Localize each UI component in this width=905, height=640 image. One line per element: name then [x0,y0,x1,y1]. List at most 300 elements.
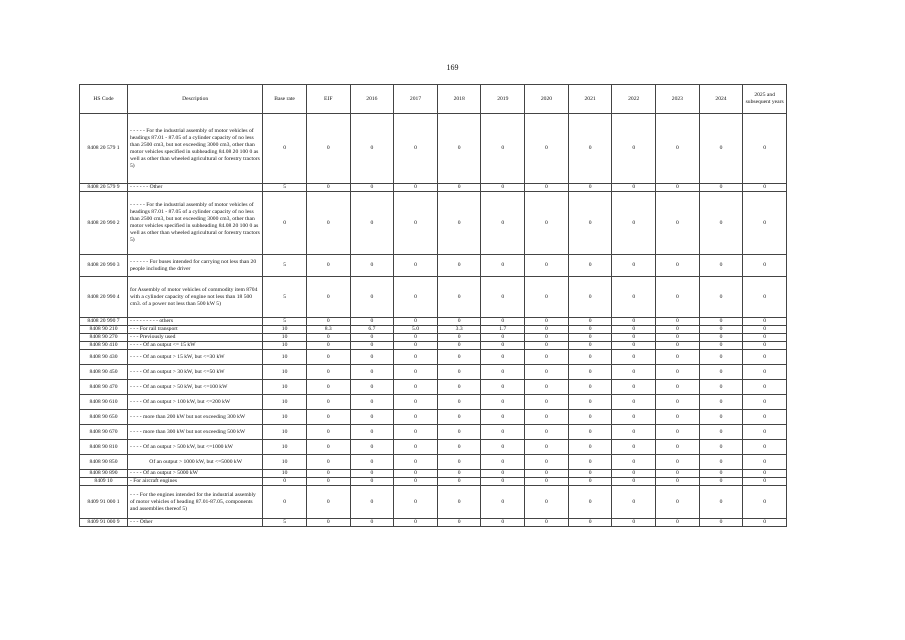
rate-cell: 0 [612,326,656,334]
rate-cell: 0 [437,184,481,192]
rate-cell: 0 [350,455,394,470]
description-cell: - - - Other [128,519,263,527]
header-2019: 2019 [481,85,525,114]
rate-cell: 10 [263,425,307,440]
header-2021: 2021 [568,85,612,114]
rate-cell: 0 [743,486,787,519]
rate-cell: 0 [481,350,525,365]
rate-cell: 0 [568,440,612,455]
rate-cell: 0 [656,326,700,334]
rate-cell: 0 [656,455,700,470]
rate-cell: 0 [568,184,612,192]
rate-cell: 0 [350,192,394,255]
header-2020: 2020 [525,85,569,114]
table-body [80,114,787,527]
table-row [80,350,787,365]
rate-cell: 5 [263,318,307,326]
rate-cell: 0 [394,192,438,255]
rate-cell: 0 [394,318,438,326]
rate-cell: 0 [699,255,743,277]
rate-cell: 0 [568,114,612,184]
rate-cell: 0 [306,455,350,470]
rate-cell: 0 [612,470,656,478]
rate-cell: 0 [306,277,350,318]
header-2025-and-subsequent: 2025 and subsequent years [743,85,787,114]
rate-cell: 0 [306,470,350,478]
header-base-rate: Base rate [263,85,307,114]
rate-cell: 0 [481,380,525,395]
rate-cell: 5 [263,519,307,527]
rate-cell: 0 [656,425,700,440]
rate-cell: 0 [612,318,656,326]
rate-cell: 5 [263,277,307,318]
rate-cell: 0 [568,380,612,395]
rate-cell: 0 [612,380,656,395]
rate-cell: 0 [656,114,700,184]
rate-cell: 0 [568,350,612,365]
hs-code-cell: 8408 90 210 [80,326,128,334]
rate-cell: 6.7 [350,326,394,334]
hs-code-cell: 8408 90 890 [80,470,128,478]
rate-cell: 0 [350,380,394,395]
rate-cell: 0 [394,470,438,478]
table-row [80,318,787,326]
rate-cell: 0 [568,425,612,440]
hs-code-cell: 8408 90 810 [80,440,128,455]
rate-cell: 0 [699,365,743,380]
description-cell: - - - - Of an output > 100 kW, but <=200 kW [128,395,263,410]
rate-cell: 0 [350,410,394,425]
rate-cell: 0 [394,478,438,486]
rate-cell: 0 [656,184,700,192]
hs-code-cell: 8408 90 270 [80,334,128,342]
rate-cell: 0 [394,277,438,318]
rate-cell: 0 [743,455,787,470]
rate-cell: 0 [656,478,700,486]
hs-code-cell: 8408 20 990 3 [80,255,128,277]
hs-code-cell: 8409 10 [80,478,128,486]
rate-cell: 0 [306,342,350,350]
rate-cell: 0 [743,192,787,255]
rate-cell: 0 [306,192,350,255]
hs-code-cell: 8408 90 410 [80,342,128,350]
rate-cell: 0 [394,184,438,192]
rate-cell: 0 [350,486,394,519]
rate-cell: 0 [743,380,787,395]
description-cell: - For aircraft engines [128,478,263,486]
table-row [80,478,787,486]
rate-cell: 0 [568,410,612,425]
rate-cell: 0 [437,425,481,440]
rate-cell: 0 [525,326,569,334]
rate-cell: 0 [437,350,481,365]
hs-code-cell: 8408 90 850 [80,455,128,470]
rate-cell: 10 [263,350,307,365]
rate-cell: 0 [437,395,481,410]
rate-cell: 0 [481,425,525,440]
rate-cell: 0 [743,425,787,440]
rate-cell: 0 [612,255,656,277]
rate-cell: 0 [350,425,394,440]
rate-cell: 0 [525,425,569,440]
rate-cell: 0 [306,440,350,455]
rate-cell: 0 [699,114,743,184]
rate-cell: 0 [699,470,743,478]
rate-cell: 10 [263,395,307,410]
rate-cell: 0 [306,486,350,519]
rate-cell: 0 [437,277,481,318]
description-cell: - - - Previously used [128,334,263,342]
header-2023: 2023 [656,85,700,114]
rate-cell: 0 [656,277,700,318]
rate-cell: 0 [350,318,394,326]
rate-cell: 0 [656,486,700,519]
table-row [80,380,787,395]
rate-cell: 0 [481,318,525,326]
description-cell: - - - - Of an output > 500 kW, but <=1000 kW [128,440,263,455]
rate-cell: 0 [306,395,350,410]
rate-cell: 0 [525,440,569,455]
rate-cell: 0 [350,342,394,350]
rate-cell: 0 [306,425,350,440]
rate-cell: 0 [568,365,612,380]
rate-cell: 0 [656,440,700,455]
rate-cell: 0 [481,478,525,486]
rate-cell: 0 [656,365,700,380]
rate-cell: 0 [568,455,612,470]
rate-cell: 0 [263,486,307,519]
rate-cell: 0 [350,440,394,455]
rate-cell: 0 [481,440,525,455]
page-number: 169 [446,63,459,72]
rate-cell: 0 [394,410,438,425]
rate-cell: 0 [350,478,394,486]
rate-cell: 0 [481,486,525,519]
rate-cell: 0 [699,350,743,365]
rate-cell: 0 [568,326,612,334]
rate-cell: 3.3 [437,326,481,334]
header-description: Description [128,85,263,114]
rate-cell: 0 [743,440,787,455]
rate-cell: 0 [350,365,394,380]
rate-cell: 0 [525,350,569,365]
rate-cell: 0 [612,486,656,519]
rate-cell: 5 [263,184,307,192]
rate-cell: 0 [743,114,787,184]
description-cell: - - - - Of an output > 5000 kW [128,470,263,478]
table-row [80,395,787,410]
rate-cell: 0 [481,114,525,184]
rate-cell: 0 [437,255,481,277]
rate-cell: 0 [699,184,743,192]
rate-cell: 0 [743,410,787,425]
rate-cell: 0 [699,486,743,519]
rate-cell: 0 [394,380,438,395]
rate-cell: 0 [612,365,656,380]
rate-cell: 0 [656,380,700,395]
rate-cell: 0 [350,519,394,527]
table-row [80,334,787,342]
hs-code-cell: 8408 90 670 [80,425,128,440]
rate-cell: 0 [699,380,743,395]
rate-cell: 0 [612,184,656,192]
rate-cell: 0 [481,519,525,527]
rate-cell: 0 [394,342,438,350]
rate-cell: 0 [481,470,525,478]
rate-cell: 0 [656,342,700,350]
rate-cell: 0 [481,410,525,425]
rate-cell: 0 [699,334,743,342]
rate-cell: 0 [525,334,569,342]
rate-cell: 0 [568,318,612,326]
hs-code-cell: 8409 91 000 1 [80,486,128,519]
rate-cell: 0 [306,318,350,326]
rate-cell: 0 [743,470,787,478]
rate-cell: 0 [568,486,612,519]
rate-cell: 0 [525,277,569,318]
rate-cell: 0 [481,455,525,470]
rate-cell: 0 [394,395,438,410]
table-row [80,470,787,478]
rate-cell: 0 [568,255,612,277]
rate-cell: 0 [350,277,394,318]
rate-cell: 0 [699,326,743,334]
rate-cell: 0 [437,114,481,184]
rate-cell: 0 [612,410,656,425]
table-row [80,342,787,350]
table-row [80,486,787,519]
rate-cell: 0 [525,470,569,478]
description-cell: - - - For the engines intended for the industrial assembly of motor vehicles of heading 87.01-87.05, components and assemblies thereof 5) [128,486,263,519]
rate-cell: 0 [656,192,700,255]
rate-cell: 0 [612,519,656,527]
description-cell: - - - - - - - - - others [128,318,263,326]
rate-cell: 0 [437,318,481,326]
rate-cell: 0 [394,365,438,380]
description-cell: - - - - Of an output > 50 kW, but <=100 kW [128,380,263,395]
hs-code-cell: 8408 20 990 7 [80,318,128,326]
rate-cell: 0 [656,334,700,342]
rate-cell: 0 [743,342,787,350]
rate-cell: 0 [612,277,656,318]
rate-cell: 0 [350,184,394,192]
rate-cell: 0 [743,350,787,365]
rate-cell: 0 [525,410,569,425]
rate-cell: 0 [525,519,569,527]
rate-cell: 5.0 [394,326,438,334]
rate-cell: 10 [263,440,307,455]
hs-code-cell: 8408 90 450 [80,365,128,380]
table-row [80,410,787,425]
rate-cell: 0 [743,255,787,277]
rate-cell: 0 [568,192,612,255]
rate-cell: 0 [743,519,787,527]
rate-cell: 0 [481,395,525,410]
description-cell: - - - - more than 300 kW but not exceeding 500 kW [128,425,263,440]
rate-cell: 0 [612,455,656,470]
rate-cell: 0 [306,478,350,486]
rate-cell: 0 [656,255,700,277]
rate-cell: 0 [743,326,787,334]
rate-cell: 0 [437,342,481,350]
rate-cell: 0 [350,334,394,342]
rate-cell: 0 [263,478,307,486]
rate-cell: 0 [612,192,656,255]
rate-cell: 0 [437,440,481,455]
header-2022: 2022 [612,85,656,114]
rate-cell: 0 [525,318,569,326]
rate-cell: 0 [481,334,525,342]
rate-cell: 0 [743,318,787,326]
table-row [80,440,787,455]
table-row [80,365,787,380]
rate-cell: 0 [437,519,481,527]
header-2024: 2024 [699,85,743,114]
rate-cell: 0 [306,519,350,527]
rate-cell: 0 [481,192,525,255]
rate-cell: 0 [437,455,481,470]
hs-code-cell: 8409 91 000 9 [80,519,128,527]
description-cell: - - - For rail transport [128,326,263,334]
rate-cell: 0 [306,184,350,192]
description-cell: - - - - - - For buses intended for carrying not less than 20 people including the driver [128,255,263,277]
rate-cell: 0 [306,334,350,342]
rate-cell: 10 [263,334,307,342]
rate-cell: 0 [437,192,481,255]
rate-cell: 10 [263,455,307,470]
rate-cell: 0 [394,440,438,455]
description-cell: for Assembly of motor vehicles of commodity item 8704 with a cylinder capacity of engine not less than 18 500 cm3. of a power not less than 500 kW 5) [128,277,263,318]
table-row [80,184,787,192]
rate-cell: 0 [743,277,787,318]
rate-cell: 0 [525,192,569,255]
rate-cell: 0 [568,334,612,342]
table-row [80,519,787,527]
rate-cell: 0 [481,184,525,192]
rate-cell: 0 [394,114,438,184]
rate-cell: 5 [263,255,307,277]
rate-cell: 0 [525,395,569,410]
header-2018: 2018 [437,85,481,114]
rate-cell: 0 [743,334,787,342]
rate-cell: 0 [525,455,569,470]
rate-cell: 0 [699,192,743,255]
rate-cell: 8.3 [306,326,350,334]
rate-cell: 0 [612,425,656,440]
rate-cell: 0 [306,365,350,380]
rate-cell: 0 [699,410,743,425]
rate-cell: 0 [612,478,656,486]
header-2017: 2017 [394,85,438,114]
rate-cell: 0 [612,114,656,184]
rate-cell: 0 [306,380,350,395]
description-cell: - - - - - For the industrial assembly of motor vehicles of headings 87.01 - 87.05 of a cylinder capacity of no less than 2500 cm3, but not exceeding 3000 cm3, other than motor vehicles specified in subheading 84.08 20 100 0 as well as other than wheeled agricultural or forestry tractors 5) [128,192,263,255]
rate-cell: 0 [743,395,787,410]
hs-code-cell: 8408 20 579 1 [80,114,128,184]
rate-cell: 0 [306,255,350,277]
rate-cell: 0 [743,478,787,486]
rate-cell: 0 [568,277,612,318]
rate-cell: 0 [263,114,307,184]
rate-cell: 10 [263,380,307,395]
table-row [80,455,787,470]
description-cell: - - - - - For the industrial assembly of motor vehicles of headings 87.01 - 87.05 of a cylinder capacity of no less than 2500 cm3, but not exceeding 3000 cm3, other than motor vehicles specified in subheading 84.08 20 100 0 as well as other than wheeled agricultural or forestry tractors 5) [128,114,263,184]
rate-cell: 0 [437,486,481,519]
rate-cell: 0 [350,114,394,184]
hs-code-cell: 8408 20 990 4 [80,277,128,318]
rate-cell: 0 [699,318,743,326]
rate-cell: 0 [350,350,394,365]
rate-cell: 0 [612,334,656,342]
rate-cell: 0 [656,519,700,527]
rate-cell: 10 [263,470,307,478]
rate-cell: 0 [394,255,438,277]
rate-cell: 10 [263,365,307,380]
table-row [80,277,787,318]
rate-cell: 0 [568,342,612,350]
rate-cell: 0 [437,478,481,486]
rate-cell: 0 [306,114,350,184]
rate-cell: 0 [699,519,743,527]
rate-cell: 0 [394,350,438,365]
description-cell: - - - - Of an output > 15 kW, but <=30 kW [128,350,263,365]
header-eif: EIF [306,85,350,114]
rate-cell: 0 [306,350,350,365]
rate-cell: 0 [656,410,700,425]
rate-cell: 0 [525,255,569,277]
rate-cell: 0 [656,395,700,410]
rate-cell: 0 [743,184,787,192]
rate-cell: 0 [437,365,481,380]
rate-cell: 0 [525,184,569,192]
hs-code-cell: 8408 90 470 [80,380,128,395]
rate-cell: 0 [699,277,743,318]
rate-cell: 0 [394,486,438,519]
rate-cell: 0 [612,350,656,365]
rate-cell: 0 [437,334,481,342]
rate-cell: 0 [394,334,438,342]
rate-cell: 0 [656,470,700,478]
rate-cell: 0 [699,478,743,486]
rate-cell: 0 [699,455,743,470]
rate-cell: 0 [699,395,743,410]
description-cell: - - - - more than 200 kW but not exceeding 300 kW [128,410,263,425]
hs-code-cell: 8408 20 579 9 [80,184,128,192]
table-row [80,192,787,255]
rate-cell: 0 [394,455,438,470]
rate-cell: 0 [525,114,569,184]
rate-cell: 0 [437,470,481,478]
rate-cell: 10 [263,342,307,350]
rate-cell: 0 [612,440,656,455]
rate-cell: 0 [568,395,612,410]
table-row [80,425,787,440]
table-row [80,255,787,277]
rate-cell: 0 [525,342,569,350]
rate-cell: 0 [350,470,394,478]
rate-cell: 10 [263,410,307,425]
rate-cell: 0 [437,410,481,425]
rate-cell: 0 [394,519,438,527]
rate-cell: 1.7 [481,326,525,334]
description-cell: - - - - - - Other [128,184,263,192]
hs-code-cell: 8408 90 610 [80,395,128,410]
tariff-table [79,84,787,527]
rate-cell: 0 [656,350,700,365]
rate-cell: 0 [525,478,569,486]
rate-cell: 0 [525,486,569,519]
rate-cell: 0 [612,395,656,410]
